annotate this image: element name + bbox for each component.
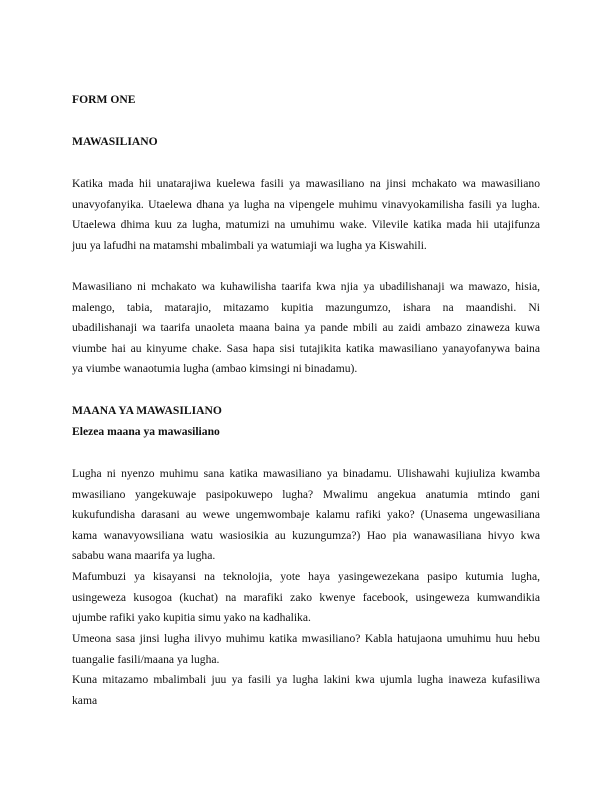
paragraph-umeona: [72, 629, 540, 670]
paragraph-line: kama wanavyowsiliana watu wasiosikia au kuzungumza?) Hao pia wanawasiliana hivyo kwa: [72, 528, 540, 542]
heading-form-text: FORM ONE: [72, 93, 136, 106]
heading-topic: [72, 132, 540, 153]
paragraph-line: Mawasiliano ni mchakato wa kuhawilisha taarifa kwa njia ya ubadilishanaji wa mawazo, hisia,: [72, 280, 540, 293]
heading-section: [72, 401, 540, 422]
paragraph-intro: [72, 174, 540, 256]
paragraph-line: tuangalie fasili/maana ya lugha.: [72, 652, 220, 666]
paragraph-line: sababu wana maarifa ya lugha.: [72, 549, 216, 563]
paragraph-line: Umeona sasa jinsi lugha ilivyo muhimu katika mwasiliano? Kabla hatujaona umuhimu huu hebu: [72, 632, 540, 645]
paragraph-line: ya viumbe wanaotumia lugha (ambao kimsingi ni binadamu).: [72, 362, 358, 376]
paragraph-line: Mafumbuzi ya kisayansi na teknolojia, yote haya yasingewezekana pasipo kutumia lugha,: [72, 570, 540, 583]
paragraph-line: kukufundisha darasani au wewe ungemwombaje kalamu rafiki yako? (Unasema ungewasiliana: [72, 508, 540, 522]
paragraph-line: malengo, tabia, matarajio, mitazamo kupitia mazungumzo, ishara na maandishi. Ni: [72, 300, 540, 314]
paragraph-line: Kuna mitazamo mbalimbali juu ya fasili ya lugha lakini kwa ujumla lugha inaweza kufasiliwa: [72, 673, 540, 686]
paragraph-line: viumbe hai au kinyume chake. Sasa hapa sisi tutajikita katika mawasiliano yanayofanywa baina: [72, 341, 540, 355]
heading-question-text: Elezea maana ya mawasiliano: [72, 424, 220, 438]
paragraph-line: Utaelewa dhima kuu za lugha, matumizi na umuhimu wake. Vilevile katika mada hii utajifunza: [72, 218, 540, 232]
paragraph-line: Katika mada hii unatarajiwa kuelewa fasili ya mawasiliano na jinsi mchakato wa mawasiliano: [72, 177, 540, 190]
paragraph-line: usingeweza kusogoa (kuchat) na marafiki zako kwenye facebook, usingeweza kumwandikia: [72, 590, 540, 604]
paragraph-kuna: [72, 670, 540, 711]
paragraph-line: Lugha ni nyenzo muhimu sana katika mawasiliano ya binadamu. Ulishawahi kujiuliza kwamba: [72, 467, 540, 480]
paragraph-line: juu ya lafudhi na matamshi mbalimbali ya watumiaji wa lugha ya Kiswahili.: [72, 238, 427, 252]
heading-form: [72, 90, 540, 111]
paragraph-line: ubadilishanaji wa taarifa unaoleta maana baina ya pande mbili au zaidi ambazo zinaweza kuwa: [72, 321, 540, 335]
heading-section-text: MAANA YA MAWASILIANO: [72, 404, 222, 417]
paragraph-line: kama: [72, 693, 98, 707]
heading-question: [72, 422, 540, 443]
paragraph-line: mwasiliano yangekuwaje pasipokuwepo lugha? Mwalimu angekua anatumia mtindo gani: [72, 487, 540, 501]
heading-topic-text: MAWASILIANO: [72, 135, 158, 148]
paragraph-mafumbuzi: [72, 567, 540, 629]
paragraph-line: ujumbe rafiki yako kupitia simu yako na kadhalika.: [72, 611, 311, 625]
paragraph-definition: [72, 277, 540, 380]
paragraph-line: unavyofanyika. Utaelewa dhana ya lugha na vipengele muhimu vinavyokamilisha fasili ya lugha.: [72, 197, 540, 211]
paragraph-lugha: [72, 464, 540, 567]
